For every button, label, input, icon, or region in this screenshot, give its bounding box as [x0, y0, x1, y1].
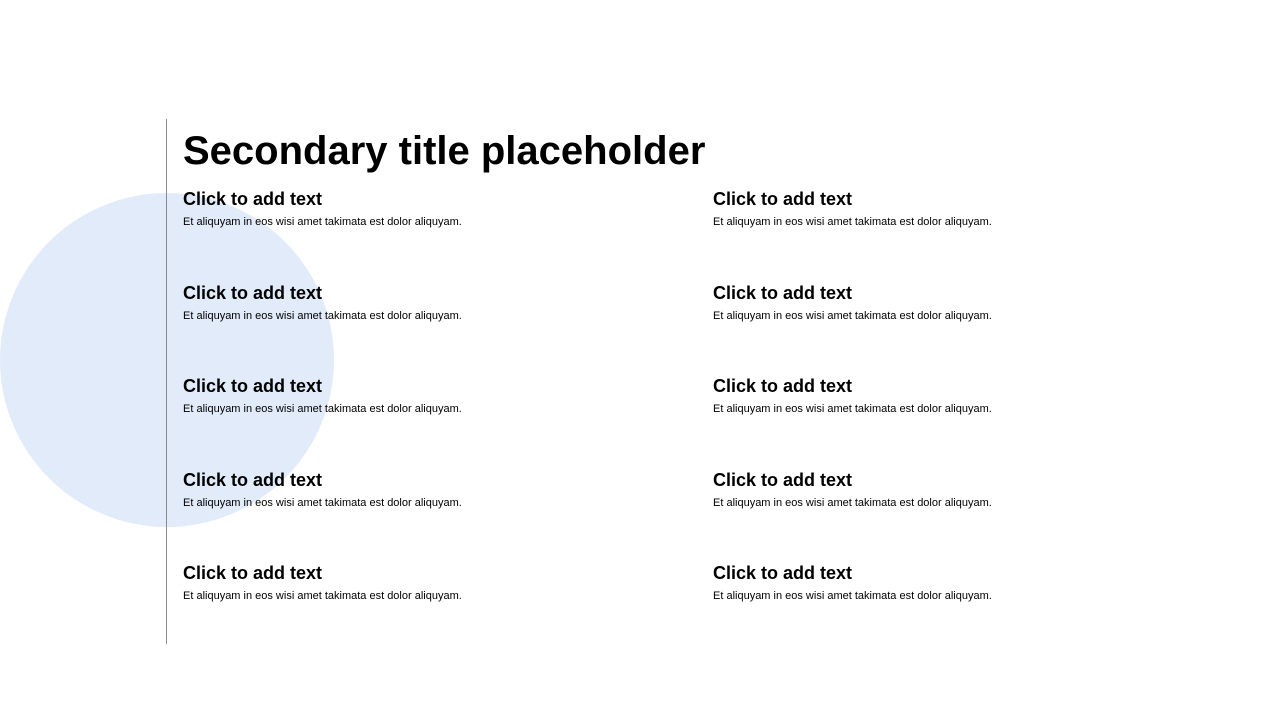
text-item-heading[interactable]: Click to add text — [183, 376, 323, 396]
text-item[interactable] — [713, 281, 1243, 375]
text-item-body[interactable]: Et aliquyam in eos wisi amet takimata est dolor aliquyam. — [713, 496, 992, 509]
vertical-divider — [166, 119, 167, 644]
text-item[interactable] — [713, 468, 1243, 562]
text-item[interactable] — [713, 187, 1243, 281]
text-item[interactable] — [713, 561, 1243, 655]
text-item[interactable] — [183, 187, 713, 281]
text-item-heading[interactable]: Click to add text — [183, 563, 323, 583]
slide-title[interactable]: Secondary title placeholder — [183, 129, 706, 173]
text-item[interactable] — [183, 281, 713, 375]
text-item-heading[interactable]: Click to add text — [713, 469, 853, 490]
text-item[interactable] — [713, 374, 1243, 468]
text-item[interactable] — [183, 468, 713, 562]
text-item-body[interactable]: Et aliquyam in eos wisi amet takimata est dolor aliquyam. — [713, 309, 992, 322]
text-item-heading[interactable]: Click to add text — [713, 282, 853, 303]
text-item-heading[interactable]: Click to add text — [713, 376, 853, 396]
text-item-body[interactable]: Et aliquyam in eos wisi amet takimata est dolor aliquyam. — [183, 309, 462, 322]
text-item-body[interactable]: Et aliquyam in eos wisi amet takimata est dolor aliquyam. — [183, 496, 462, 509]
text-item-heading[interactable]: Click to add text — [183, 469, 323, 490]
text-item-body[interactable]: Et aliquyam in eos wisi amet takimata est dolor aliquyam. — [713, 403, 992, 415]
text-item-heading[interactable]: Click to add text — [713, 563, 853, 583]
text-item-body[interactable]: Et aliquyam in eos wisi amet takimata est dolor aliquyam. — [183, 216, 462, 228]
text-item-heading[interactable]: Click to add text — [183, 282, 323, 303]
text-grid — [183, 187, 1243, 655]
text-item-heading[interactable]: Click to add text — [183, 189, 323, 209]
text-item-body[interactable]: Et aliquyam in eos wisi amet takimata est dolor aliquyam. — [713, 590, 992, 602]
text-item-body[interactable]: Et aliquyam in eos wisi amet takimata est dolor aliquyam. — [183, 590, 462, 602]
text-item[interactable] — [183, 561, 713, 655]
text-item-heading[interactable]: Click to add text — [713, 189, 853, 209]
text-item[interactable] — [183, 374, 713, 468]
text-item-body[interactable]: Et aliquyam in eos wisi amet takimata est dolor aliquyam. — [713, 216, 992, 228]
text-item-body[interactable]: Et aliquyam in eos wisi amet takimata est dolor aliquyam. — [183, 403, 462, 415]
